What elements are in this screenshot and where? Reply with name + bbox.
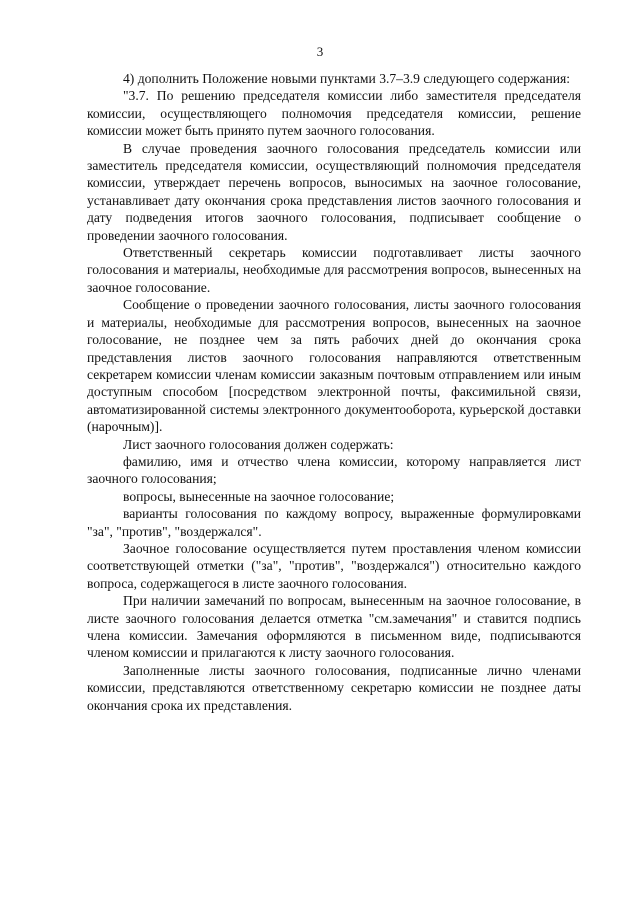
- paragraph-secretary-duties: Ответственный секретарь комиссии подготавливает листы заочного голосования и материалы, необходимые для рассмотрения вопросов, вынесенных на заочное голосование.: [87, 245, 581, 295]
- paragraph-amendment-intro: 4) дополнить Положение новыми пунктами 3.7–3.9 следующего содержания:: [123, 71, 571, 86]
- paragraph-ballot-options: варианты голосования по каждому вопросу, выраженные формулировками "за", "против", "воздержался".: [87, 506, 581, 539]
- document-body: [87, 70, 581, 714]
- paragraph-chair-duties: В случае проведения заочного голосования председатель комиссии или заместитель председателя комиссии, осуществляющий полномочия председателя комиссии, утверждает перечень вопросов, выносимых на заочное голосование, устанавливает дату окончания срока представления листов заочного голосования и дату подведения итогов заочного голосования, подписывает сообщение о проведении заочного голосования.: [87, 140, 581, 243]
- paragraph-remarks: При наличии замечаний по вопросам, вынесенным на заочное голосование, в листе заочного голосования делается отметка "см.замечания" и ставится подпись члена комиссии. Замечания оформляются в письменном виде, подписываются членом комиссии и прилагаются к листу заочного голосования.: [87, 593, 581, 661]
- page-number: 3: [316, 44, 324, 59]
- paragraph-ballot-contents-intro: Лист заочного голосования должен содержать:: [123, 436, 394, 452]
- paragraph-submission: Заполненные листы заочного голосования, подписанные лично членами комиссии, представляются ответственному секретарю комиссии не позднее даты окончания срока их представления.: [87, 662, 581, 713]
- paragraph-notice-delivery: Сообщение о проведении заочного голосования, листы заочного голосования и материалы, необходимые для рассмотрения вопросов, вынесенных на заочное голосование, не позднее чем за пять рабочих дней до окончания срока представления листов заочного голосования направляются ответственным секретарем комиссии членам комиссии заказным почтовым отправлением или иным доступным способом [посредством электронной почты, факсимильной связи, автоматизированной системы электронного документооборота, курьерской доставки (нарочным)].: [87, 297, 581, 435]
- paragraph-ballot-member-name: фамилию, имя и отчество члена комиссии, которому направляется лист заочного голосования;: [87, 453, 581, 487]
- paragraph-ballot-questions: вопросы, вынесенные на заочное голосование;: [123, 488, 395, 504]
- paragraph-voting-method: Заочное голосование осуществляется путем проставления членом комиссии соответствующей отметки ("за", "против", "воздержался") относительно каждого вопроса, содержащегося в листе заочного голосования.: [87, 540, 581, 591]
- paragraph-clause-3-7: "3.7. По решению председателя комиссии либо заместителя председателя комиссии, осуществляющего полномочия председателя комиссии, решение комиссии может быть принято путем заочного голосования.: [87, 88, 581, 139]
